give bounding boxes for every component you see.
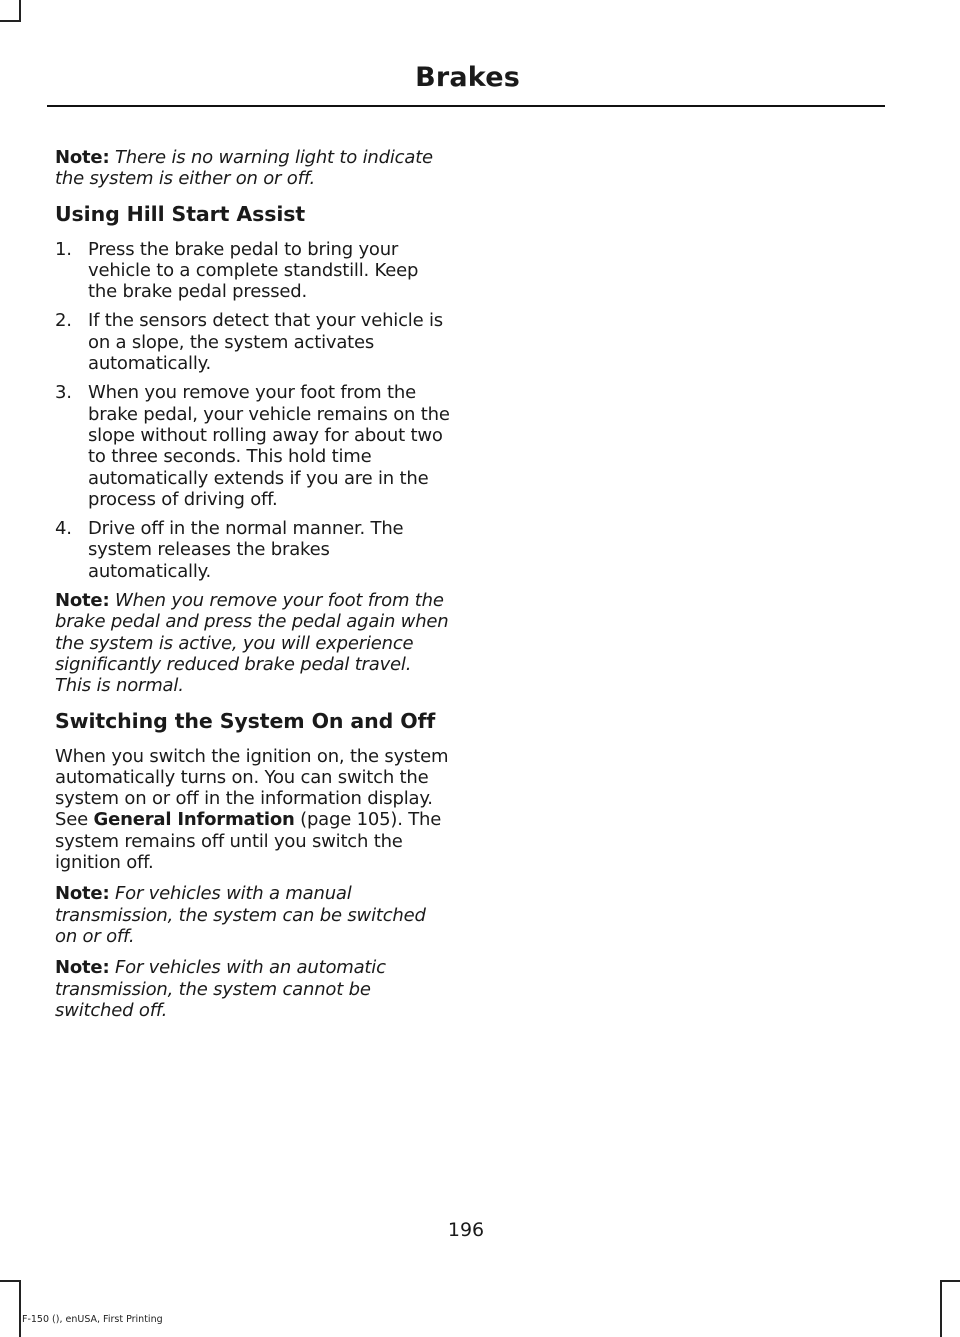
note-text: There is no warning light to indicate the system is either on or off. bbox=[55, 147, 433, 190]
main-column bbox=[55, 147, 450, 1031]
crop-mark-bottom-left-horizontal bbox=[0, 1280, 21, 1282]
step-text: Press the brake pedal to bring your vehicle to a complete standstill. Keep the brake pedal pressed. bbox=[88, 238, 419, 303]
page-title: Brakes bbox=[415, 62, 520, 93]
list-item bbox=[55, 239, 450, 303]
paragraph-text: When you switch the ignition on, the system automatically turns on. You can switch the system on or off in the information display. See bbox=[55, 745, 449, 831]
crop-mark-top-left-horizontal bbox=[0, 20, 21, 22]
step-number: 3. bbox=[55, 382, 72, 404]
crop-mark-top-left-vertical bbox=[19, 0, 21, 22]
note-paragraph bbox=[55, 590, 450, 696]
note-paragraph bbox=[55, 147, 450, 190]
page-reference: (page 105). bbox=[294, 809, 403, 831]
header-divider bbox=[47, 105, 885, 107]
step-text: Drive off in the normal manner. The system releases the brakes automatically. bbox=[88, 518, 404, 582]
page-number: 196 bbox=[447, 1219, 485, 1241]
step-number: 2. bbox=[55, 310, 72, 332]
list-item bbox=[55, 518, 450, 582]
step-text: If the sensors detect that your vehicle is on a slope, the system activates automatically. bbox=[88, 310, 443, 375]
step-text: When you remove your foot from the brake pedal, your vehicle remains on the slope without rolling away for about two to three seconds. This hold time automatically extends if you are in the process of driving off. bbox=[88, 382, 450, 510]
crop-mark-bottom-left-vertical bbox=[19, 1280, 21, 1337]
note-text: For vehicles with a manual transmission, the system can be switched on or off. bbox=[55, 883, 426, 947]
note-label: Note: bbox=[55, 883, 110, 905]
note-text: For vehicles with an automatic transmission, the system cannot be switched off. bbox=[55, 957, 386, 1021]
paragraph-text: The system remains off until you switch the ignition off. bbox=[55, 809, 442, 874]
step-number: 4. bbox=[55, 518, 72, 540]
note-label: Note: bbox=[55, 590, 110, 612]
list-item bbox=[55, 310, 450, 374]
note-paragraph bbox=[55, 957, 450, 1021]
footer-print-info: F-150 (), enUSA, First Printing bbox=[22, 1314, 163, 1325]
list-item bbox=[55, 382, 450, 510]
step-number: 1. bbox=[55, 238, 72, 260]
crop-mark-bottom-right-vertical bbox=[940, 1280, 942, 1337]
note-text: When you remove your foot from the brake pedal and press the pedal again when the system is active, you will experience significantly reduced brake pedal travel. This is normal. bbox=[55, 590, 449, 697]
steps-list bbox=[55, 239, 450, 582]
note-paragraph bbox=[55, 883, 450, 947]
body-paragraph bbox=[55, 746, 450, 874]
section-heading-hill-start-assist: Using Hill Start Assist bbox=[55, 201, 306, 226]
cross-reference-link[interactable]: General Information bbox=[93, 809, 295, 831]
note-label: Note: bbox=[55, 147, 110, 168]
section-heading-switching-on-off: Switching the System On and Off bbox=[55, 708, 436, 733]
note-label: Note: bbox=[55, 957, 110, 979]
crop-mark-bottom-right-horizontal bbox=[940, 1280, 960, 1282]
